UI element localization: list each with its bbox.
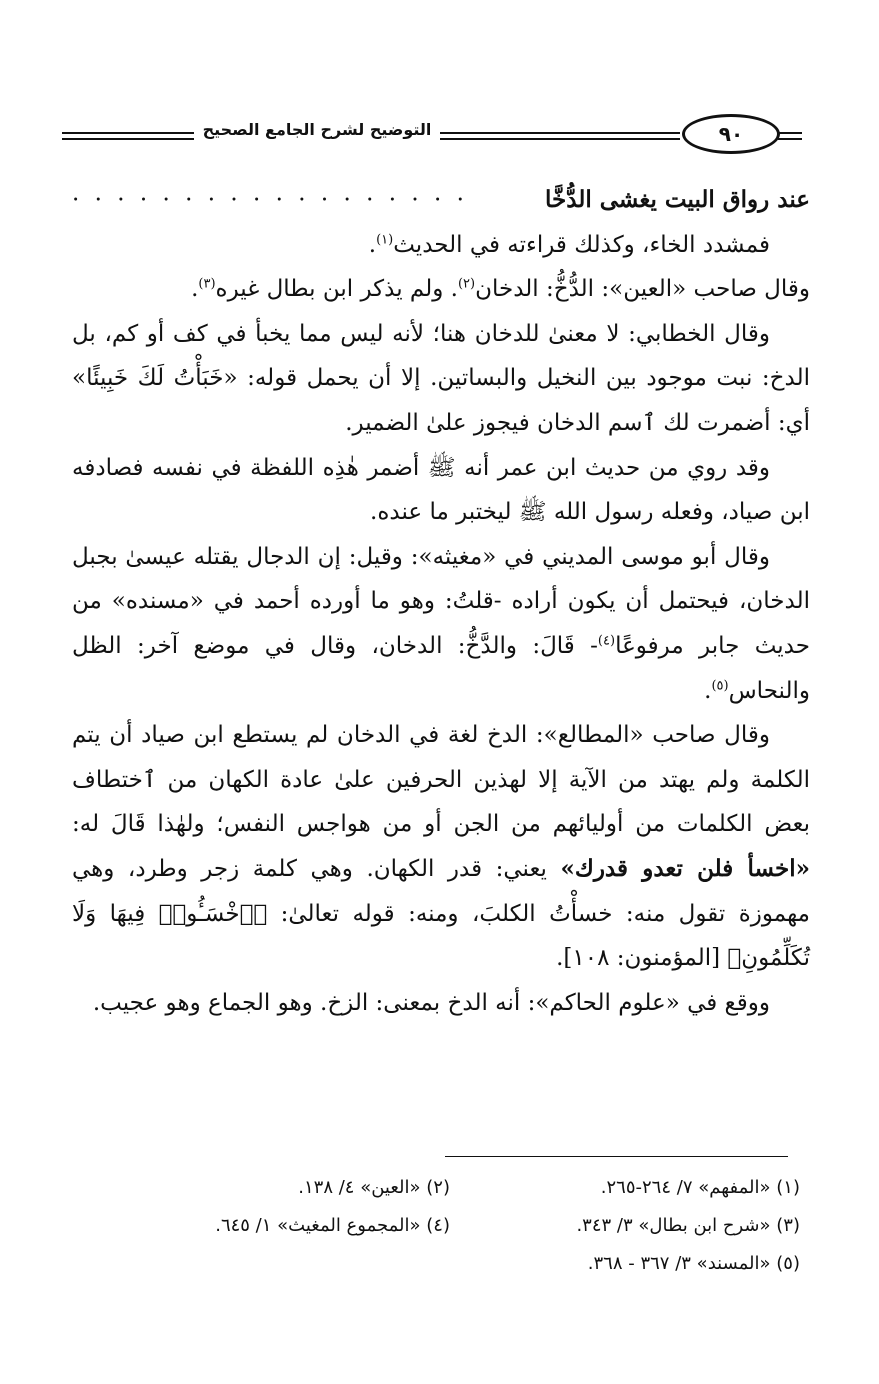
paragraph: وقال صاحب «العين»: الدُّخُّ: الدخان$^{(٢)}$. ولم يذكر ابن بطال غيره$^{(٣)}$. [191,276,810,303]
footnote-ref: (٢) [457,276,476,292]
page-header [62,112,802,162]
footnote-ref: (٥) [711,677,729,693]
footnote-row [100,1206,800,1244]
footnote-row [100,1244,800,1282]
footnote-item: (٥) «المسند» ٣/ ٣٦٧ - ٣٦٨. [587,1252,800,1274]
main-text [72,178,810,1025]
footnote-item: (١) «المفهم» ٧/ ٢٦٤-٢٦٥. [600,1176,800,1198]
header-rule-right [778,132,802,134]
header-rule-right [778,138,802,140]
footnotes [100,1168,800,1282]
header-title: التوضيح لشرح الجامع الصحيح [202,120,432,139]
footnote-ref: (١) [376,231,394,247]
footnote-ref: (٤) [597,633,616,649]
paragraph: وقد روي من حديث ابن عمر أنه ﷺ أضمر هٰذِه اللفظة في نفسه فصادفه ابن صياد، وفعله رسول الله ﷺ ليختبر ما عنده. [72,454,810,526]
poem-verse [72,178,810,223]
footnote-ref: (٣) [198,276,216,292]
footnote-item: (٣) «شرح ابن بطال» ٣/ ٣٤٣. [576,1214,800,1236]
quoted-phrase: «اخسأ فلن تعدو قدرك» [560,854,810,882]
verse-text: عند رواق البيت يغشى الدُّخَّا [545,186,810,213]
footnote-separator [445,1156,788,1157]
footnote-row [100,1168,800,1206]
header-rule-left [62,132,194,134]
header-rule-left [62,138,194,140]
page-number: ٩٠ [682,114,780,154]
footnote-item: (٢) «العين» ٤/ ١٣٨. [298,1176,450,1198]
header-rule-middle [440,132,680,134]
paragraph: وقال أبو موسى المديني في «مغيثه»: وقيل: إن الدجال يقتله عيسىٰ بجبل الدخان، فيحتمل أن يكون أراده -قلتُ: وهو ما أورده أحمد في «مسنده» من حديث جابر مرفوعًا$^{(٤)}$- قَالَ: والدَّخُّ: الدخان، وقال في موضع آخر: الظل والنحاس$^{(٥)}$. [72,543,810,704]
paragraph: وقال صاحب «المطالع»: الدخ لغة في الدخان لم يستطع ابن صياد أن يتم الكلمة ولم يهتد من الآية إلا لهذين الحرفين علىٰ عادة الكهان من ٱختطاف بعض الكلمات من أوليائهم من الجن أو من هواجس النفس؛ ولهٰذا قَالَ له: «اخسأ فلن تعدو قدرك» يعني: قدر الكهان. وهي كلمة زجر وطرد، وهي مهموزة تقول منه: خسأْتُ الكلبَ، ومنه: قوله تعالىٰ: ﴿ٱخْسَـُٔوا۟ فِيهَا وَلَا تُكَلِّمُونِ﴾ [المؤمنون: ١٠٨]. [72,722,810,972]
paragraph: وقال الخطابي: لا معنىٰ للدخان هنا؛ لأنه ليس مما يخبأ في كف أو كم، بل الدخ: نبت موجود بين النخيل والبساتين. إلا أن يحمل قوله: «خَبَأْتُ لَكَ خَبِيئًا» أي: أضمرت لك ٱسم الدخان فيجوز علىٰ الضمير. [72,320,810,436]
paragraph: ووقع في «علوم الحاكم»: أنه الدخ بمعنى: الزخ. وهو الجماع وهو عجيب. [92,989,770,1016]
paragraph: فمشدد الخاء، وكذلك قراءته في الحديث$^{(١)}$. [368,231,770,258]
footnote-item: (٤) «المجموع المغيث» ١/ ٦٤٥. [215,1214,450,1236]
header-rule-middle [440,138,680,140]
verse-dots: · · · · · · · · · · · · · · · · · · [72,187,468,213]
